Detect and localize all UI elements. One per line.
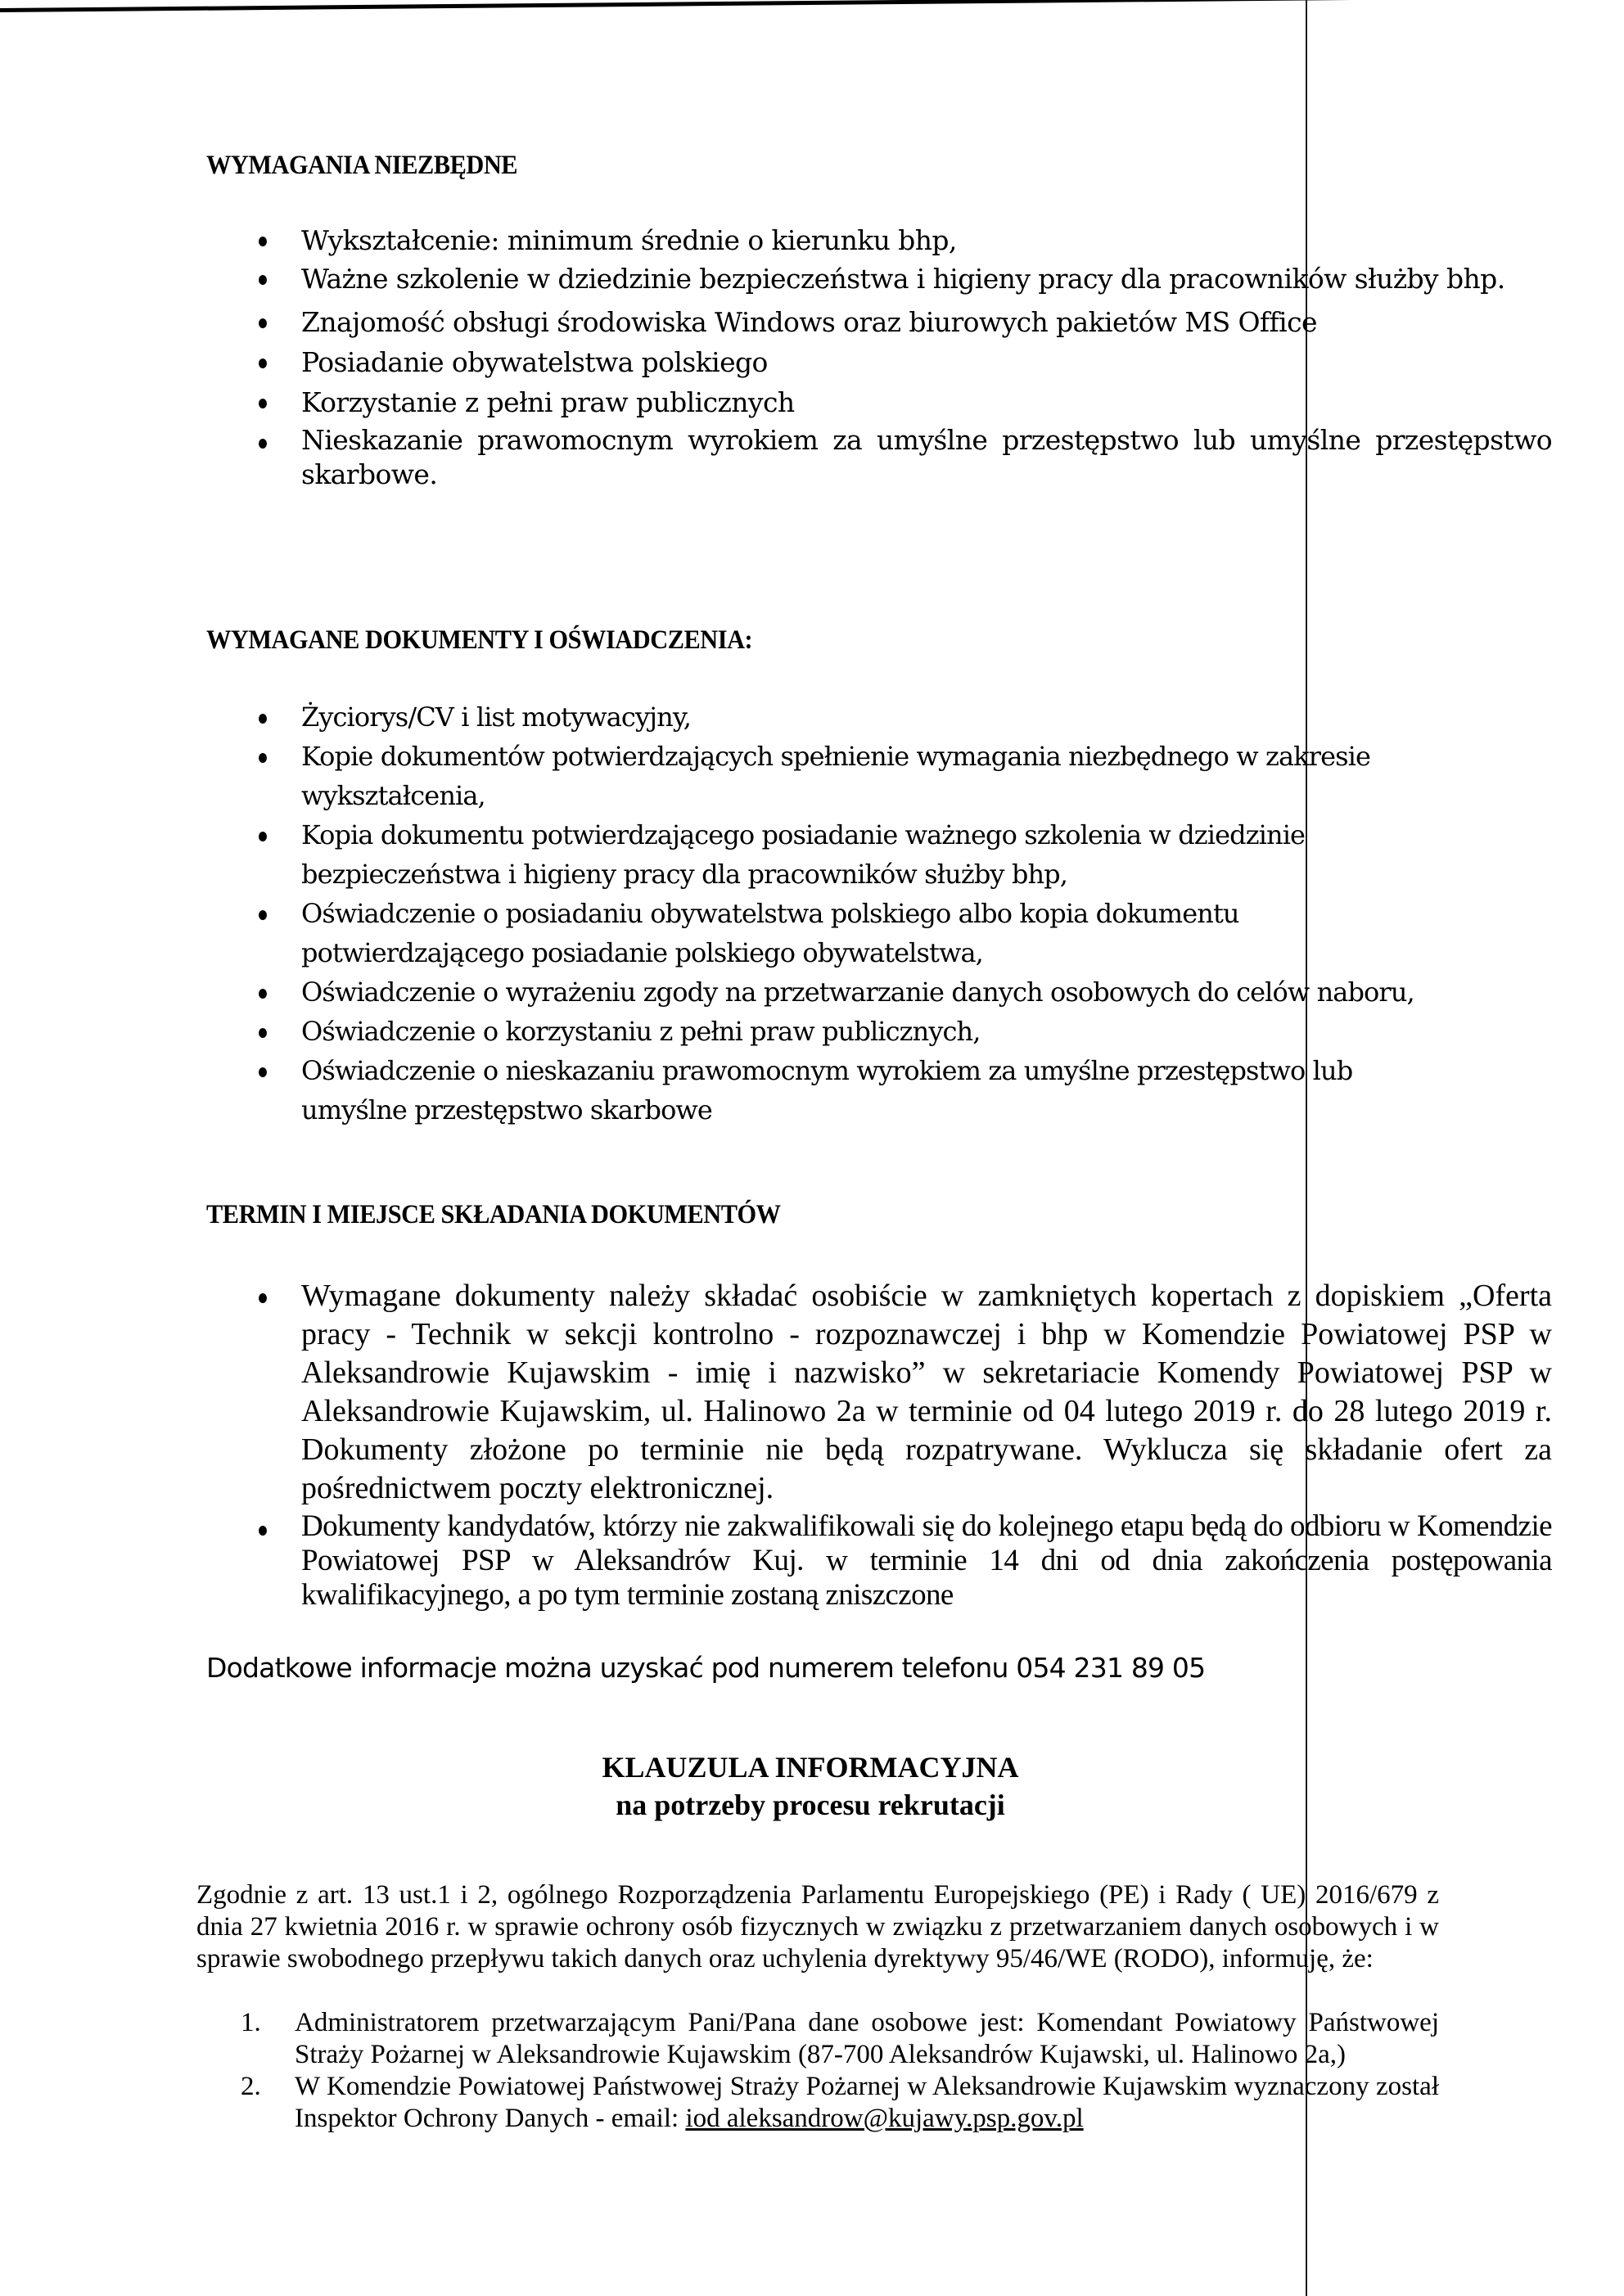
submission-heading: TERMIN I MIEJSCE SKŁADANIA DOKUMENTÓW <box>206 1200 781 1229</box>
submission-list <box>259 1277 1552 1613</box>
clause-item <box>196 2071 1439 2135</box>
requirements-heading: WYMAGANIA NIEZBĘDNE <box>206 151 518 180</box>
list-item: Wymagane dokumenty należy składać osobiście w zamkniętych kopertach z dopiskiem „Oferta pracy - Technik w sekcji kontrolno - rozpoznawczej i bhp w Komendzie Powiatowej PSP w Aleksandrowie Kujawskim - imię i nazwisko” w sekretariacie Komendy Powiatowej PSP w Aleksandrowie Kujawskim, ul. Halinowo 2a w terminie od 04 lutego 2019 r. do 28 lutego 2019 r. Dokumenty złożone po terminie nie będą rozpatrywane. Wyklucza się składanie ofert za pośrednictwem poczty elektronicznej. <box>259 1277 1552 1508</box>
clause-title-line1: KLAUZULA INFORMACYJNA <box>602 1751 1019 1784</box>
list-item: Życiorys/CV i list motywacyjny, <box>259 697 1462 737</box>
documents-list <box>259 697 1462 1130</box>
list-item: Oświadczenie o nieskazaniu prawomocnym wyrokiem za umyślne przestępstwo lub umyślne przestępstwo skarbowe <box>259 1051 1462 1130</box>
scan-top-edge-line <box>0 0 1624 12</box>
clause-item-text: Administratorem przetwarzającym Pani/Pana dane osobowe jest: Komendant Powiatowy Państwowej Straży Pożarnej w Aleksandrowie Kujawskim (87-700 Aleksandrów Kujawski, ul. Halinowo 2a,) <box>295 2008 1439 2069</box>
item-number: 2. <box>241 2072 261 2101</box>
contact-info: Dodatkowe informacje można uzyskać pod numerem telefonu 054 231 89 05 <box>206 1652 1206 1684</box>
documents-heading: WYMAGANE DOKUMENTY I OŚWIADCZENIA: <box>206 625 753 655</box>
list-item: Posiadanie obywatelstwa polskiego <box>259 343 1552 381</box>
clause-intro: Zgodnie z art. 13 ust.1 i 2, ogólnego Rozporządzenia Parlamentu Europejskiego (PE) i Rady ( UE) 2016/679 z dnia 27 kwietnia 2016 r. w sprawie ochrony osób fizycznych w związku z przetwarzaniem danych osobowych i w sprawie swobodnego przepływu takich danych oraz uchylenia dyrektywy 95/46/WE (RODO), informuję, że: <box>196 1880 1439 1973</box>
list-item: Kopia dokumentu potwierdzającego posiadanie ważnego szkolenia w dziedzinie bezpieczeństwa i higieny pracy dla pracowników służby bhp, <box>259 815 1462 894</box>
list-item: Dokumenty kandydatów, którzy nie zakwalifikowali się do kolejnego etapu będą do odbioru w Komendzie Powiatowej PSP w Aleksandrów Kuj. w terminie 14 dni od dnia zakończenia postępowania kwalifikacyjnego, a po tym terminie zostaną zniszczone <box>259 1509 1552 1613</box>
clause-title-line2: na potrzeby procesu rekrutacji <box>616 1789 1005 1821</box>
requirements-list <box>259 221 1552 492</box>
clause-title <box>0 1748 1624 1824</box>
list-item: Oświadczenie o posiadaniu obywatelstwa polskiego albo kopia dokumentu potwierdzającego posiadanie polskiego obywatelstwa, <box>259 894 1462 972</box>
clause-list <box>196 2007 1439 2135</box>
email-link[interactable]: iod aleksandrow@kujawy.psp.gov.pl <box>685 2104 1084 2133</box>
clause-item <box>196 2007 1439 2071</box>
list-item: Korzystanie z pełni praw publicznych <box>259 383 1552 422</box>
list-item: Oświadczenie o korzystaniu z pełni praw publicznych, <box>259 1012 1462 1051</box>
list-item: Znajomość obsługi środowiska Windows oraz biurowych pakietów MS Office <box>259 303 1552 341</box>
list-item: Kopie dokumentów potwierdzających spełnienie wymagania niezbędnego w zakresie wykształcenia, <box>259 737 1462 815</box>
list-item: Oświadczenie o wyrażeniu zgody na przetwarzanie danych osobowych do celów naboru, <box>259 972 1462 1012</box>
item-number: 1. <box>241 2008 261 2037</box>
list-item: Nieskazanie prawomocnym wyrokiem za umyślne przestępstwo lub umyślne przestępstwo skarbowe. <box>259 423 1552 492</box>
clause-item-text: W Komendzie Powiatowej Państwowej Straży Pożarnej w Aleksandrowie Kujawskim wyznaczony został Inspektor Ochrony Danych - email: <box>295 2072 1439 2133</box>
list-item: Ważne szkolenie w dziedzinie bezpieczeństwa i higieny pracy dla pracowników służby bhp. <box>259 259 1552 298</box>
list-item: Wykształcenie: minimum średnie o kierunku bhp, <box>259 221 1552 259</box>
